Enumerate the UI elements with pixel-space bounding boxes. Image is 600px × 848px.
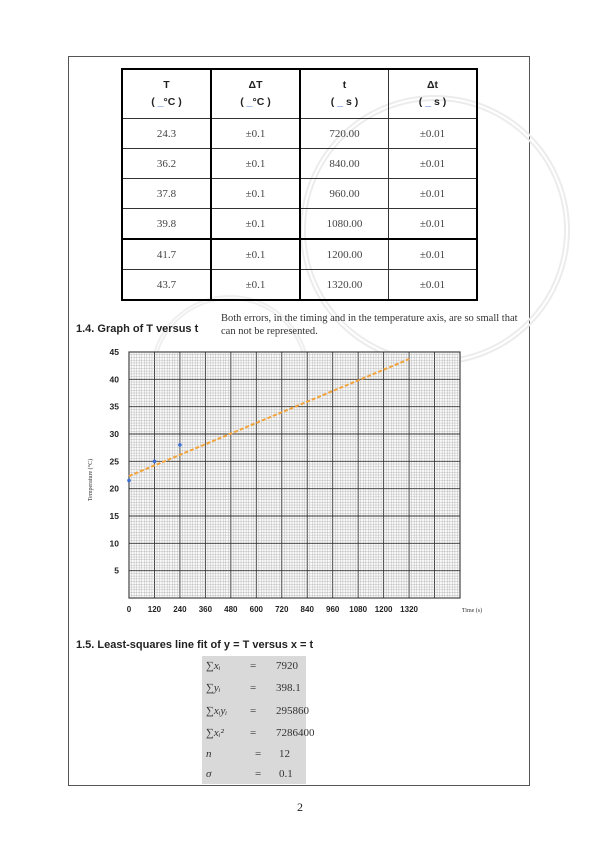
lsq-table [202,656,306,784]
cell-T: 43.7 [122,270,211,301]
lsq-equals: = [250,705,257,717]
lsq-equals: = [250,660,257,672]
x-tick-label: 240 [173,605,187,614]
lsq-label: σ [206,768,212,780]
cell-t: 1200.00 [300,239,389,270]
cell-T: 39.8 [122,209,211,240]
y-tick-label: 15 [109,511,119,521]
lsq-equals: = [250,682,257,694]
cell-t: 1320.00 [300,270,389,301]
x-tick-label: 600 [249,605,263,614]
y-tick-label: 20 [109,483,119,494]
lsq-value: 7920 [276,660,298,672]
cell-delta-t: ±0.01 [389,179,478,209]
y-tick-label: 35 [109,401,119,412]
lsq-value: 0.1 [279,768,293,780]
y-tick-label: 10 [109,538,119,549]
cell-delta-T: ±0.1 [211,270,300,301]
lsq-label: n [206,748,212,760]
lsq-equals: = [255,768,262,780]
cell-T: 36.2 [122,149,211,179]
x-tick-label: 120 [147,605,162,614]
graph-section-title: 1.4. Graph of T versus t [76,323,199,335]
cell-t: 840.00 [300,149,389,179]
lsq-value: 295860 [276,705,309,717]
cell-delta-T: ±0.1 [211,119,300,149]
chart-grid [129,352,460,598]
x-tick-label: 1200 [374,605,393,614]
header-delta-t: Δt ( _ s ) [389,69,478,119]
lsq-label: ∑xᵢ² [206,727,224,739]
header-t: t ( _ s ) [300,69,389,119]
y-tick-label: 30 [109,429,119,439]
lsq-value: 7286400 [276,727,315,739]
cell-delta-T: ±0.1 [211,179,300,209]
page-number: 2 [297,800,303,814]
cell-delta-T: ±0.1 [211,239,300,270]
cell-delta-T: ±0.1 [211,209,300,240]
lsq-value: 12 [279,748,290,760]
x-tick-label: 480 [224,605,238,614]
data-point [127,479,131,483]
cell-delta-t: ±0.01 [389,239,478,270]
lsq-label: ∑xᵢyᵢ [206,705,228,717]
lsq-value: 398.1 [276,682,301,694]
x-tick-label: 1080 [349,605,368,614]
cell-T: 37.8 [122,179,211,209]
header-delta-T: ΔT ( _°C ) [211,69,300,119]
cell-delta-t: ±0.01 [389,119,478,149]
x-tick-label: 0 [126,605,132,614]
x-tick-label: 1320 [400,605,418,614]
cell-delta-t: ±0.01 [389,149,478,179]
graph-note: Both errors, in the timing and in the temperature axis, are so small that can not be represented. [221,313,518,337]
lsq-label: ∑yᵢ [206,682,221,694]
x-tick-label: 720 [275,605,289,614]
data-point [178,443,182,447]
lsq-equals: = [250,727,257,739]
cell-delta-T: ±0.1 [211,149,300,179]
y-tick-label: 25 [109,456,119,467]
cell-delta-t: ±0.01 [389,209,478,240]
lsq-section-title: 1.5. Least-squares line fit of y = T versus x = t [76,639,314,651]
y-tick-label: 5 [114,565,119,576]
lsq-equals: = [255,748,262,760]
x-tick-label: 360 [198,605,213,614]
y-axis-label: Temperature (°C) [88,458,94,502]
y-tick-label: 45 [109,347,119,357]
x-axis-label: Time (s) [461,608,483,614]
header-T: T ( _°C ) [122,69,211,119]
cell-T: 24.3 [122,119,211,149]
cell-delta-t: ±0.01 [389,270,478,301]
lsq-label: ∑xᵢ [206,660,221,672]
cell-t: 720.00 [300,119,389,149]
y-tick-label: 40 [109,374,119,385]
cell-t: 1080.00 [300,209,389,240]
x-tick-label: 960 [326,605,340,614]
x-tick-label: 840 [300,605,314,614]
cell-T: 41.7 [122,239,211,270]
cell-t: 960.00 [300,179,389,209]
data-point [153,460,157,464]
